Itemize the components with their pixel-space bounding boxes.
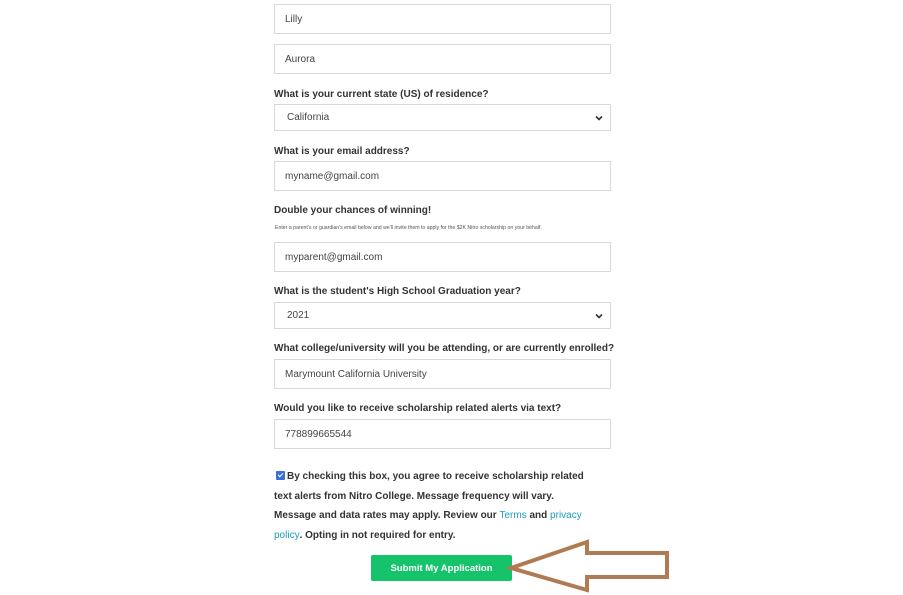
state-label: What is your current state (US) of residence?	[274, 89, 489, 100]
first-name-value: Lilly	[285, 13, 303, 25]
consent-and: and	[529, 510, 548, 521]
pointer-arrow-icon	[505, 538, 673, 594]
grad-year-select[interactable]	[274, 302, 611, 329]
college-label: What college/university will you be attending, or are currently enrolled?	[274, 343, 615, 354]
terms-link[interactable]: Terms	[499, 510, 527, 521]
first-name-input[interactable]	[274, 4, 611, 34]
last-name-input[interactable]	[274, 44, 611, 74]
consent-checkbox[interactable]	[276, 471, 285, 480]
chevron-down-icon	[594, 311, 604, 321]
college-value: Marymount California University	[285, 368, 427, 380]
consent-text-end: . Opting in not required for entry.	[299, 529, 456, 541]
email-input[interactable]	[274, 161, 611, 191]
college-input[interactable]	[274, 359, 611, 389]
email-value: myname@gmail.com	[285, 170, 380, 182]
grad-year-selected: 2021	[287, 310, 310, 321]
grad-year-label: What is the student's High School Graduation year?	[274, 286, 521, 297]
email-label: What is your email address?	[274, 146, 410, 157]
chevron-down-icon	[594, 113, 604, 123]
submit-application-button[interactable]: Submit My Application	[371, 555, 512, 581]
privacy-policy-link[interactable]: privacy policy	[274, 510, 582, 541]
parent-help-text: Enter a parent's or guardian's email below and we'll invite them to apply for the $2K Nitro scholarship on your behalf.	[275, 225, 542, 231]
consent-text: By checking this box, you agree to receive scholarship related text alerts from Nitro College. Message frequency will vary. Message and data rates may apply. Review our	[274, 471, 584, 521]
phone-value: 778899665544	[285, 428, 352, 440]
state-selected: California	[287, 112, 330, 123]
state-select[interactable]	[274, 104, 611, 131]
phone-label: Would you like to receive scholarship related alerts via text?	[274, 403, 562, 414]
consent-block	[274, 467, 594, 545]
phone-input[interactable]	[274, 419, 611, 449]
parent-label: Double your chances of winning!	[274, 205, 432, 216]
parent-email-value: myparent@gmail.com	[285, 251, 383, 263]
last-name-value: Aurora	[285, 53, 316, 65]
parent-email-input[interactable]	[274, 242, 611, 272]
